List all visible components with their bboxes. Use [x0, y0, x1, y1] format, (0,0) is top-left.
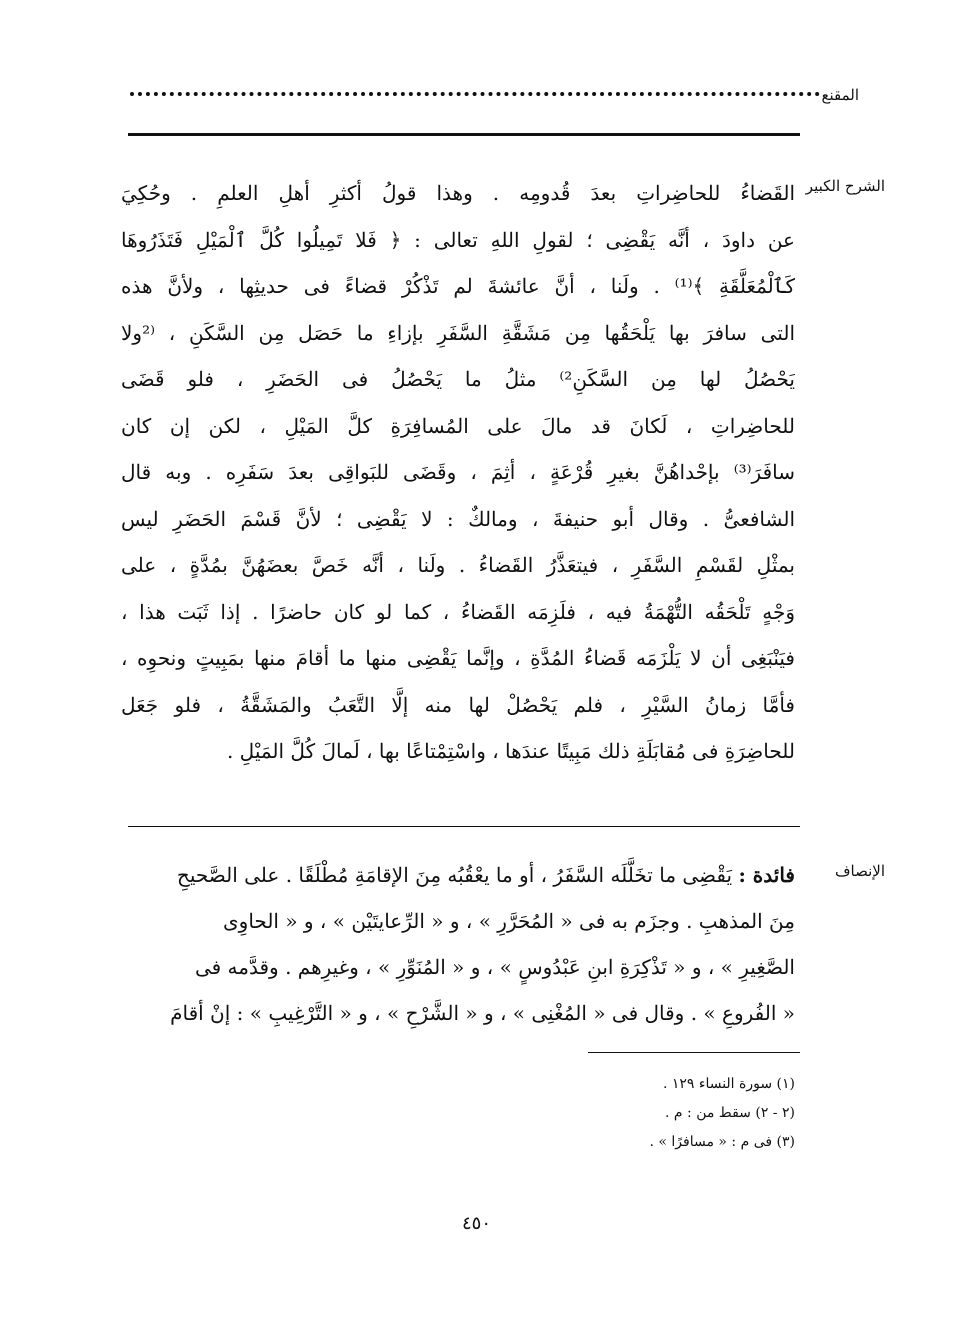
main-text-line: بمثْلِ لقَسْمِ السَّفَرِ ، فيتعَذَّرُ القَضاءُ . ولَنا ، أنَّه خَصَّ بعضَهُنَّ بمُدَّةٍ ، على	[121, 553, 795, 577]
header-rule	[128, 133, 800, 136]
header-dotted-leader	[130, 92, 820, 96]
footnote: (٣) فى م : « مسافرًا » .	[649, 1134, 795, 1150]
main-text-line: فيَنْبَغِى أن لا يَلْزَمَه قَضاءُ المُدَّةِ ، وإنَّما يَقْضِى منها ما أقامَ منها بمَبِيتٍ ونحوِه ،	[121, 646, 795, 670]
main-text	[121, 170, 795, 775]
main-text-line: سافَرَ⁽³⁾ بإحْداهُنَّ بغيرِ قُرْعَةٍ ، أثِمَ ، وقَضَى للبَواقِى بعدَ سَفَرِه . وبه قال	[121, 460, 795, 484]
main-text-line: يَحْصُلُ لها مِن السَّكَنِ²⁾ مثلُ ما يَحْصُلُ فى الحَضَرِ ، فلو قَضَى	[121, 367, 795, 391]
main-text-line: فأمَّا زمانُ السَّيْرِ ، فلم يَحْصُلْ لها منه إلَّا التَّعَبُ والمَشَقَّةُ ، فلو جَعَل	[121, 692, 795, 717]
main-text-line: القَضاءُ للحاضِراتِ بعدَ قُدومِه . وهذا قولُ أكثرِ أهلِ العلمِ . وحُكِيَ	[121, 181, 795, 205]
header-title: المقنع	[821, 86, 859, 104]
faida-lead: فائدة :	[738, 863, 795, 887]
sharh-section-label: الشرح الكبير	[805, 177, 885, 195]
ensaf-text	[121, 852, 795, 1036]
ensaf-section-label: الإنصاف	[834, 862, 885, 880]
main-text-line: للحاضِرَةِ فى مُقابَلَةِ ذلك مَبِيتًا عندَها ، واسْتِمْتاعًا بها ، لَمالَ كُلَّ المَيْلِ .	[226, 739, 795, 763]
footnotes	[649, 1070, 795, 1157]
page-number: ٤٥٠	[461, 1213, 491, 1234]
footnote: (٢ - ٢) سقط من : م .	[665, 1105, 795, 1121]
main-text-line: عن داودَ ، أنَّه يَقْضِى ؛ لقولِ اللهِ تعالى : ﴿ فَلا تَمِيلُوا كُلَّ ٱلْمَيْلِ فَتَذَرُوهَا	[121, 227, 795, 252]
main-text-line: وَجْهٍ تَلْحَقُه التُّهْمَةُ فيه ، فلَزِمَه القَضاءُ ، كما لو كان حاضرًا . إذا ثَبَت هذا ،	[121, 599, 795, 624]
ensaf-first-line: يَقْضِى ما تخَلَّلَه السَّفَرُ ، أو ما يعْقُبُه مِنَ الإقامَةِ مُطْلَقًا . على الصَّحيحِ	[176, 863, 739, 887]
main-text-line: كَٱلْمُعَلَّقَةِ ﴾⁽¹⁾ . ولَنا ، أنَّ عائشةَ لم تَذْكُرْ قضاءً فى حديثِها ، ولأنَّ هذه	[121, 274, 795, 298]
ensaf-text-line	[121, 852, 795, 898]
footnote: (١) سورة النساء ١٢٩ .	[662, 1076, 795, 1092]
ensaf-text-line: مِنَ المذهبِ . وجزَم به فى « المُحَرَّرِ » ، و « الرِّعايتَيْن » ، و « الحاوِى	[223, 909, 795, 933]
main-text-line: للحاضِراتِ ، لَكانَ قد مالَ على المُسافِرَةِ كلَّ المَيْلِ ، لكن إن كان	[121, 413, 795, 438]
main-text-line: التى سافرَ بها يَلْحَقُها مِن مَشَقَّةِ السَّفَرِ بإزاءِ ما حَصَل مِن السَّكَنِ ، ⁽²ولا	[121, 320, 795, 345]
section-divider	[128, 826, 800, 827]
ensaf-text-line: « الفُروعِ » . وقال فى « المُغْنِى » ، و « الشَّرْحِ » ، و « التَّرْغِيبِ » : إنْ أقامَ	[170, 1001, 795, 1025]
ensaf-text-line: الصَّغِيرِ » ، و « تَذْكِرَةِ ابنِ عَبْدُوسٍ » ، و « المُنَوِّرِ » ، وغيرِهم . وقدَّمه فى	[194, 955, 795, 979]
footnote-rule	[588, 1052, 800, 1053]
main-text-line: الشافعىُّ . وقال أبو حنيفةَ ، ومالكٌ : لا يَقْضِى ؛ لأنَّ قَسْمَ الحَضَرِ ليس	[121, 506, 795, 531]
